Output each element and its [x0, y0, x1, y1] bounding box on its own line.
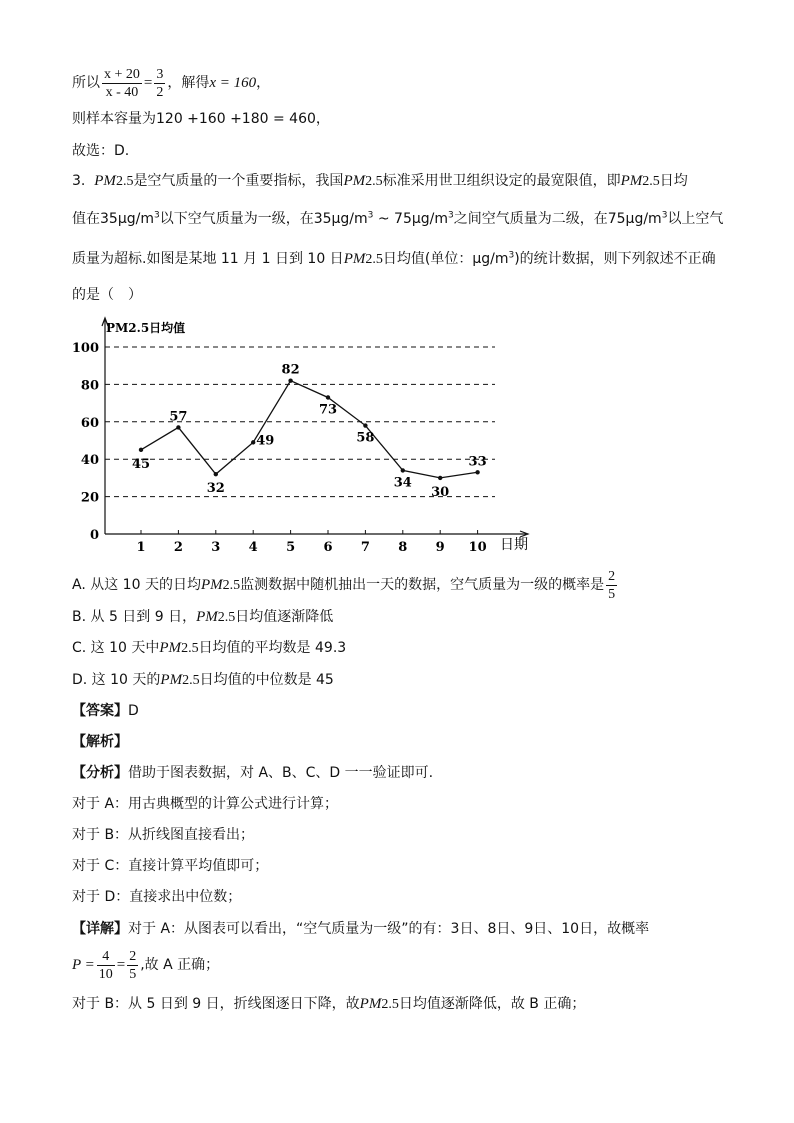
- detail-line-3: 对于 B：从 5 日到 9 日，折线图逐日下降，故PM2.5日均值逐渐降低，故 B 正确；: [72, 996, 586, 1012]
- data-label-9: 30: [431, 484, 450, 500]
- data-point-2: [176, 425, 180, 429]
- detail-line-1: 【详解】对于 A：从图表可以看出，“空气质量为一级”的有：3日、8日、9日、10日，故概率: [72, 921, 650, 937]
- data-point-9: [438, 476, 442, 480]
- detail-line-2: P = $\frac{4}{10}$ = $\frac{2}{5}$ ,故 A 正确；: [72, 948, 220, 982]
- data-label-6: 73: [318, 402, 338, 418]
- question-3-line-1: 3. PM2.5是空气质量的一个重要指标，我国PM2.5标准采用世卫组织设定的最宽限值，即PM2.5日均: [72, 173, 688, 189]
- data-label-5: 82: [281, 362, 300, 378]
- x-tick-label-5: 5: [286, 540, 296, 555]
- x-tick-label-9: 9: [435, 540, 445, 555]
- x-tick-label-8: 8: [398, 540, 408, 555]
- fraction-x: $\frac{x + 20}{x - 40}$: [104, 66, 140, 100]
- x-tick-label-10: 10: [468, 540, 487, 555]
- fraction-4-10: $\frac{4}{10}$: [98, 948, 113, 982]
- step-c: 对于 C：直接计算平均值即可；: [72, 858, 269, 874]
- fraction-2-5: $\frac{2}{5}$: [608, 568, 616, 602]
- option-a: A. 从这 10 天的日均PM2.5监测数据中随机抽出一天的数据，空气质量为一级的概率是 $\frac{2}{5}$: [72, 568, 616, 602]
- text-so: 所以: [72, 75, 100, 91]
- step-a: 对于 A：用古典概型的计算公式进行计算；: [72, 796, 339, 812]
- x-tick-label-2: 2: [173, 540, 183, 555]
- y-tick-label-20: 20: [80, 490, 99, 506]
- y-tick-label-100: 100: [71, 341, 99, 356]
- data-label-1: 45: [131, 456, 151, 472]
- y-tick-label-60: 60: [80, 415, 99, 431]
- answer-value: D: [128, 703, 139, 719]
- data-point-3: [214, 472, 218, 476]
- question-3-line-3: 质量为超标.如图是某地 11 月 1 日到 10 日PM2.5日均值(单位：$\mu g/m^3$)的统计数据，则下列叙述不正确: [72, 250, 716, 267]
- y-tick-label-40: 40: [80, 453, 99, 469]
- y-axis-label: PM2.5日均值: [106, 321, 186, 335]
- option-c: C. 这 10 天中PM2.5日均值的平均数是 49.3: [72, 640, 347, 656]
- data-point-4: [251, 440, 255, 444]
- x-tick-label-1: 1: [136, 540, 146, 555]
- data-label-3: 32: [206, 481, 225, 497]
- data-label-8: 34: [393, 475, 412, 491]
- solution-line-2: 则样本容量为120 +160 +180 = 460，: [72, 111, 330, 127]
- x-tick-label-6: 6: [323, 540, 333, 555]
- data-point-5: [288, 378, 292, 382]
- option-d: D. 这 10 天的PM2.5日均值的中位数是 45: [72, 672, 334, 688]
- answer-line: [72, 702, 139, 720]
- y-tick-label-80: 80: [80, 378, 99, 394]
- step-b: 对于 B：从折线图直接看出；: [72, 827, 255, 843]
- solution-line-1: 所以 $\frac{x + 20}{x - 40}$ = $\frac{3}{2}$ ，解得x = 160，: [72, 66, 271, 100]
- y-tick-label-0: 0: [89, 528, 99, 543]
- data-label-10: 33: [468, 454, 487, 470]
- data-point-7: [363, 423, 367, 427]
- x-tick-label-4: 4: [248, 540, 258, 555]
- series-line: [141, 381, 478, 478]
- analysis-tag: 【解析】: [72, 734, 128, 750]
- fenxi-line: 【分析】借助于图表数据，对 A、B、C、D 一一验证即可.: [72, 765, 434, 781]
- fraction-3-2: $\frac{3}{2}$: [156, 66, 164, 100]
- x-tick-label-3: 3: [211, 540, 221, 555]
- question-3-line-4: 的是（ ）: [72, 287, 142, 303]
- data-point-6: [326, 395, 330, 399]
- data-points: [139, 378, 480, 480]
- x-axis-label: 日期: [500, 537, 528, 553]
- option-b: B. 从 5 日到 9 日，PM2.5日均值逐渐降低: [72, 609, 334, 625]
- data-point-1: [139, 448, 143, 452]
- x-tick-label-7: 7: [360, 540, 370, 555]
- axes: [102, 318, 528, 537]
- pm25-line-chart: [60, 312, 540, 557]
- grid-lines: [105, 347, 495, 497]
- data-label-4: 49: [256, 433, 275, 449]
- y-tick-labels: [72, 341, 99, 543]
- data-label-2: 57: [169, 409, 188, 425]
- step-d: 对于 D：直接求出中位数；: [72, 889, 242, 905]
- data-label-7: 58: [356, 430, 375, 446]
- question-3-line-2: 值在$35\mu g/m^3$以下空气质量为一级，在$35\mu g/m^3$ ~ $75\mu g/m^3$之间空气质量为二级，在$75\mu g/m^3$以上空气: [72, 210, 724, 227]
- solution-line-3: 故选：D.: [72, 143, 130, 159]
- data-point-10: [475, 470, 479, 474]
- data-labels: [132, 363, 487, 500]
- data-point-8: [401, 468, 405, 472]
- fraction-2-5-b: $\frac{2}{5}$: [129, 948, 137, 982]
- answer-tag: 【答案】: [72, 703, 128, 719]
